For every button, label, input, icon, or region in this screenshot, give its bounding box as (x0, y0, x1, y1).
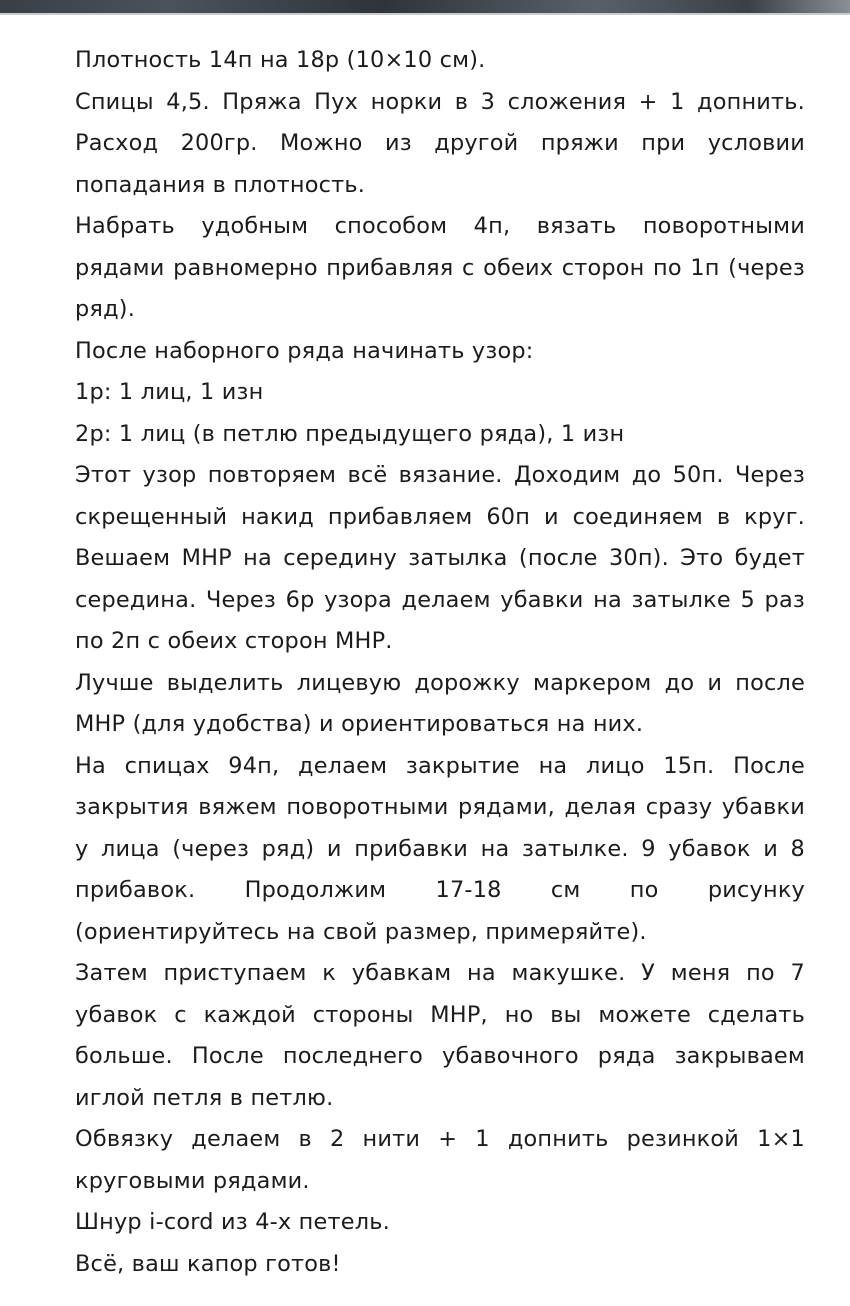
marker-tip-paragraph: Лучше выделить лицевую дорожку маркером до и после МНР (для удобства) и ориентироваться на них. (75, 669, 805, 737)
finish-paragraph: Всё, ваш капор готов! (75, 1250, 341, 1277)
pattern-start-paragraph: После наборного ряда начинать узор: (75, 337, 534, 364)
photo-divider (0, 13, 850, 15)
crown-decrease-paragraph: Затем приступаем к убавкам на макушке. У меня по 7 убавок с каждой стороны МНР, но вы можете сделать больше. После последнего убавочного ряда закрываем иглой петля в петлю. (75, 960, 805, 1111)
row-2-paragraph: 2р: 1 лиц (в петлю предыдущего ряда), 1 изн (75, 420, 625, 447)
row-1-paragraph: 1р: 1 лиц, 1 изн (75, 379, 264, 405)
bind-off-paragraph: На спицах 94п, делаем закрытие на лицо 15п. После закрытия вяжем поворотными рядами, делая сразу убавки у лица (через ряд) и прибавки на затылке. 9 убавок и 8 прибавок. Продолжим 17-18 см по рисунку (ориентируйтесь на свой размер, примеряйте). (75, 752, 805, 945)
cast-on-paragraph: Набрать удобным способом 4п, вязать поворотными рядами равномерно прибавляя с обеих сторон по 1п (через ряд). (75, 213, 805, 322)
icord-paragraph: Шнур i-cord из 4-х петель. (75, 1209, 390, 1235)
edging-paragraph: Обвязку делаем в 2 нити + 1 допнить резинкой 1×1 круговыми рядами. (75, 1126, 805, 1194)
gauge-paragraph: Плотность 14п на 18р (10×10 см). (75, 47, 486, 73)
photo-strip (0, 0, 850, 13)
needles-yarn-paragraph: Спицы 4,5. Пряжа Пух норки в 3 сложения + 1 допнить. Расход 200гр. Можно из другой пряжи при условии попадания в плотность. (75, 88, 805, 198)
pattern-text (75, 40, 805, 1285)
pattern-repeat-paragraph: Этот узор повторяем всё вязание. Доходим до 50п. Через скрещенный накид прибавляем 60п и соединяем в круг. Вешаем МНР на середину затылка (после 30п). Это будет середина. Через 6р узора делаем убавки на затылке 5 раз по 2п с обеих сторон МНР. (75, 462, 805, 654)
